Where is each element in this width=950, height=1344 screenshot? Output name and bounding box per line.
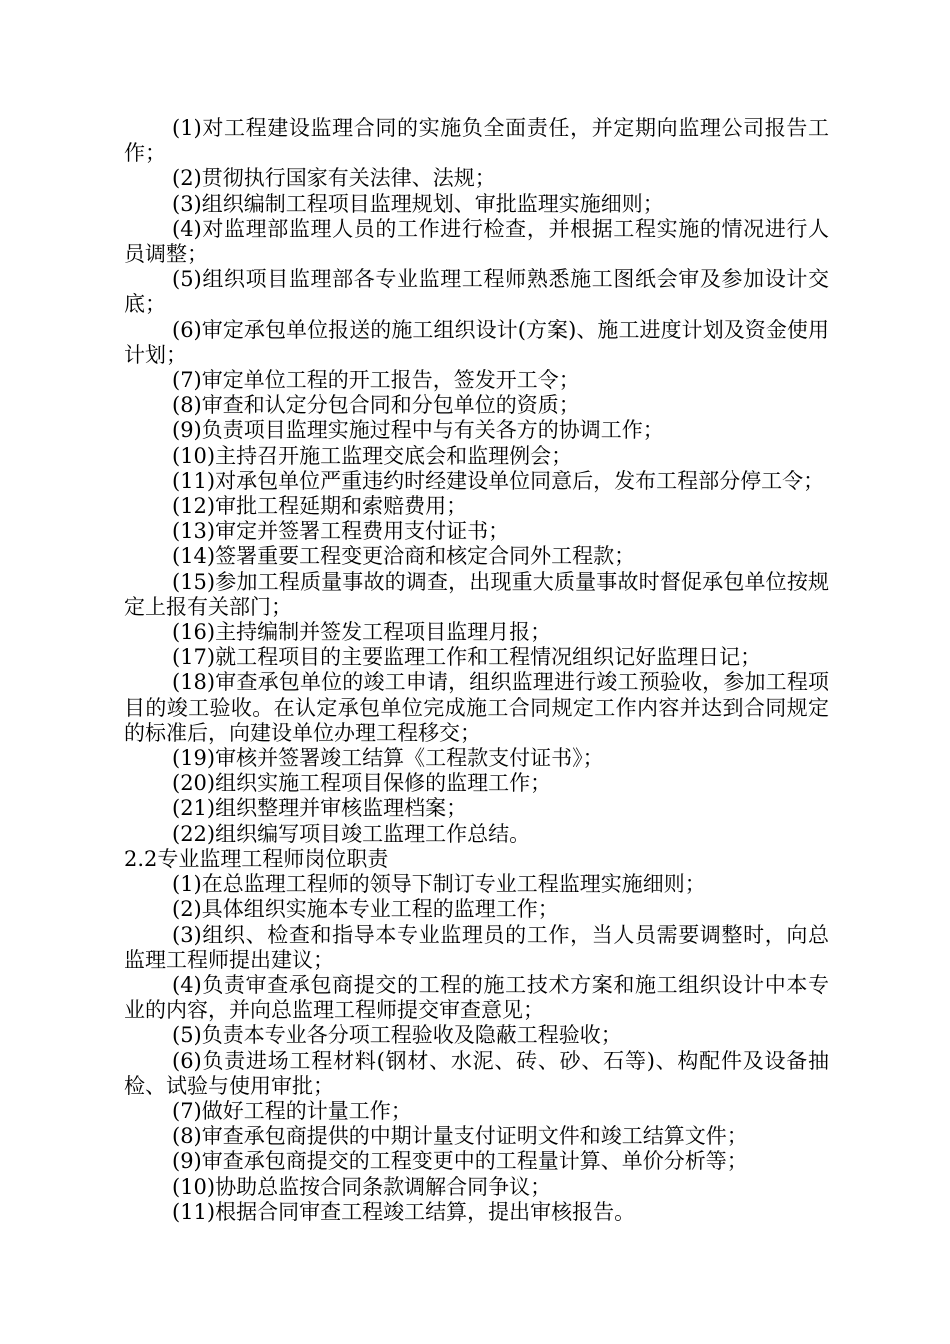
duty-item: (2)贯彻执行国家有关法律、法规； <box>172 166 496 191</box>
duty-item: (8)审查承包商提供的中期计量支付证明文件和竣工结算文件； <box>172 1124 748 1149</box>
duty-item: (4)对监理部监理人员的工作进行检查，并根据工程实施的情况进行人员调整； <box>124 216 829 267</box>
document-body <box>124 116 829 1225</box>
duty-item: (12)审批工程延期和索赔费用； <box>172 494 468 519</box>
duty-item: (11)对承包单位严重违约时经建设单位同意后，发布工程部分停工令； <box>172 468 825 493</box>
duty-item: (10)协助总监按合同条款调解合同争议； <box>172 1174 552 1199</box>
duty-item: (21)组织整理并审核监理档案； <box>172 796 468 821</box>
duty-item: (22)组织编写项目竣工监理工作总结。 <box>172 821 531 846</box>
duty-item: (13)审定并签署工程费用支付证书； <box>172 519 510 544</box>
duty-item: (2)具体组织实施本专业工程的监理工作； <box>172 897 559 922</box>
duty-item: (5)组织项目监理部各专业监理工程师熟悉施工图纸会审及参加设计交底； <box>124 267 829 317</box>
duty-item: (14)签署重要工程变更洽商和核定合同外工程款； <box>172 544 636 569</box>
duty-item: (16)主持编制并签发工程项目监理月报； <box>172 620 552 645</box>
duty-item: (7)审定单位工程的开工报告，签发开工令； <box>172 368 580 393</box>
duty-item: (9)审查承包商提交的工程变更中的工程量计算、单价分析等； <box>172 1149 748 1174</box>
duty-item: (1)在总监理工程师的领导下制订专业工程监理实施细则； <box>172 872 706 897</box>
duty-item: (5)负责本专业各分项工程验收及隐蔽工程验收； <box>172 1023 622 1048</box>
section-heading: 2.2专业监理工程师岗位职责 <box>124 846 389 871</box>
duty-item: (3)组织、检查和指导本专业监理员的工作，当人员需要调整时，向总监理工程师提出建议； <box>124 922 829 972</box>
duty-item: (3)组织编制工程项目监理规划、审批监理实施细则； <box>172 191 664 216</box>
duty-item: (6)负责进场工程材料(钢材、水泥、砖、砂、石等)、构配件及设备抽检、试验与使用审批； <box>124 1048 829 1098</box>
duty-item: (17)就工程项目的主要监理工作和工程情况组织记好监理日记； <box>172 645 762 670</box>
duty-item: (4)负责审查承包商提交的工程的施工技术方案和施工组织设计中本专业的内容，并向总监理工程师提交审查意见； <box>124 972 829 1023</box>
duty-item: (8)审查和认定分包合同和分包单位的资质； <box>172 393 580 418</box>
duty-item: (20)组织实施工程项目保修的监理工作； <box>172 771 552 796</box>
duty-item: (15)参加工程质量事故的调查，出现重大质量事故时督促承包单位按规定上报有关部门； <box>124 569 829 619</box>
duty-item: (1)对工程建设监理合同的实施负全面责任，并定期向监理公司报告工作； <box>124 116 829 166</box>
duty-item: (6)审定承包单位报送的施工组织设计(方案)、施工进度计划及资金使用计划； <box>124 317 829 367</box>
duty-item: (11)根据合同审查工程竣工结算，提出审核报告。 <box>172 1199 636 1224</box>
duty-item: (7)做好工程的计量工作； <box>172 1098 412 1123</box>
duty-item: (9)负责项目监理实施过程中与有关各方的协调工作； <box>172 418 664 443</box>
duty-item: (19)审核并签署竣工结算《工程款支付证书》； <box>172 746 604 771</box>
duty-item: (10)主持召开施工监理交底会和监理例会； <box>172 443 573 468</box>
duty-item: (18)审查承包单位的竣工申请，组织监理进行竣工预验收，参加工程项目的竣工验收。在认定承包单位完成施工合同规定工作内容并达到合同规定的标准后，向建设单位办理工程移交； <box>124 670 829 745</box>
